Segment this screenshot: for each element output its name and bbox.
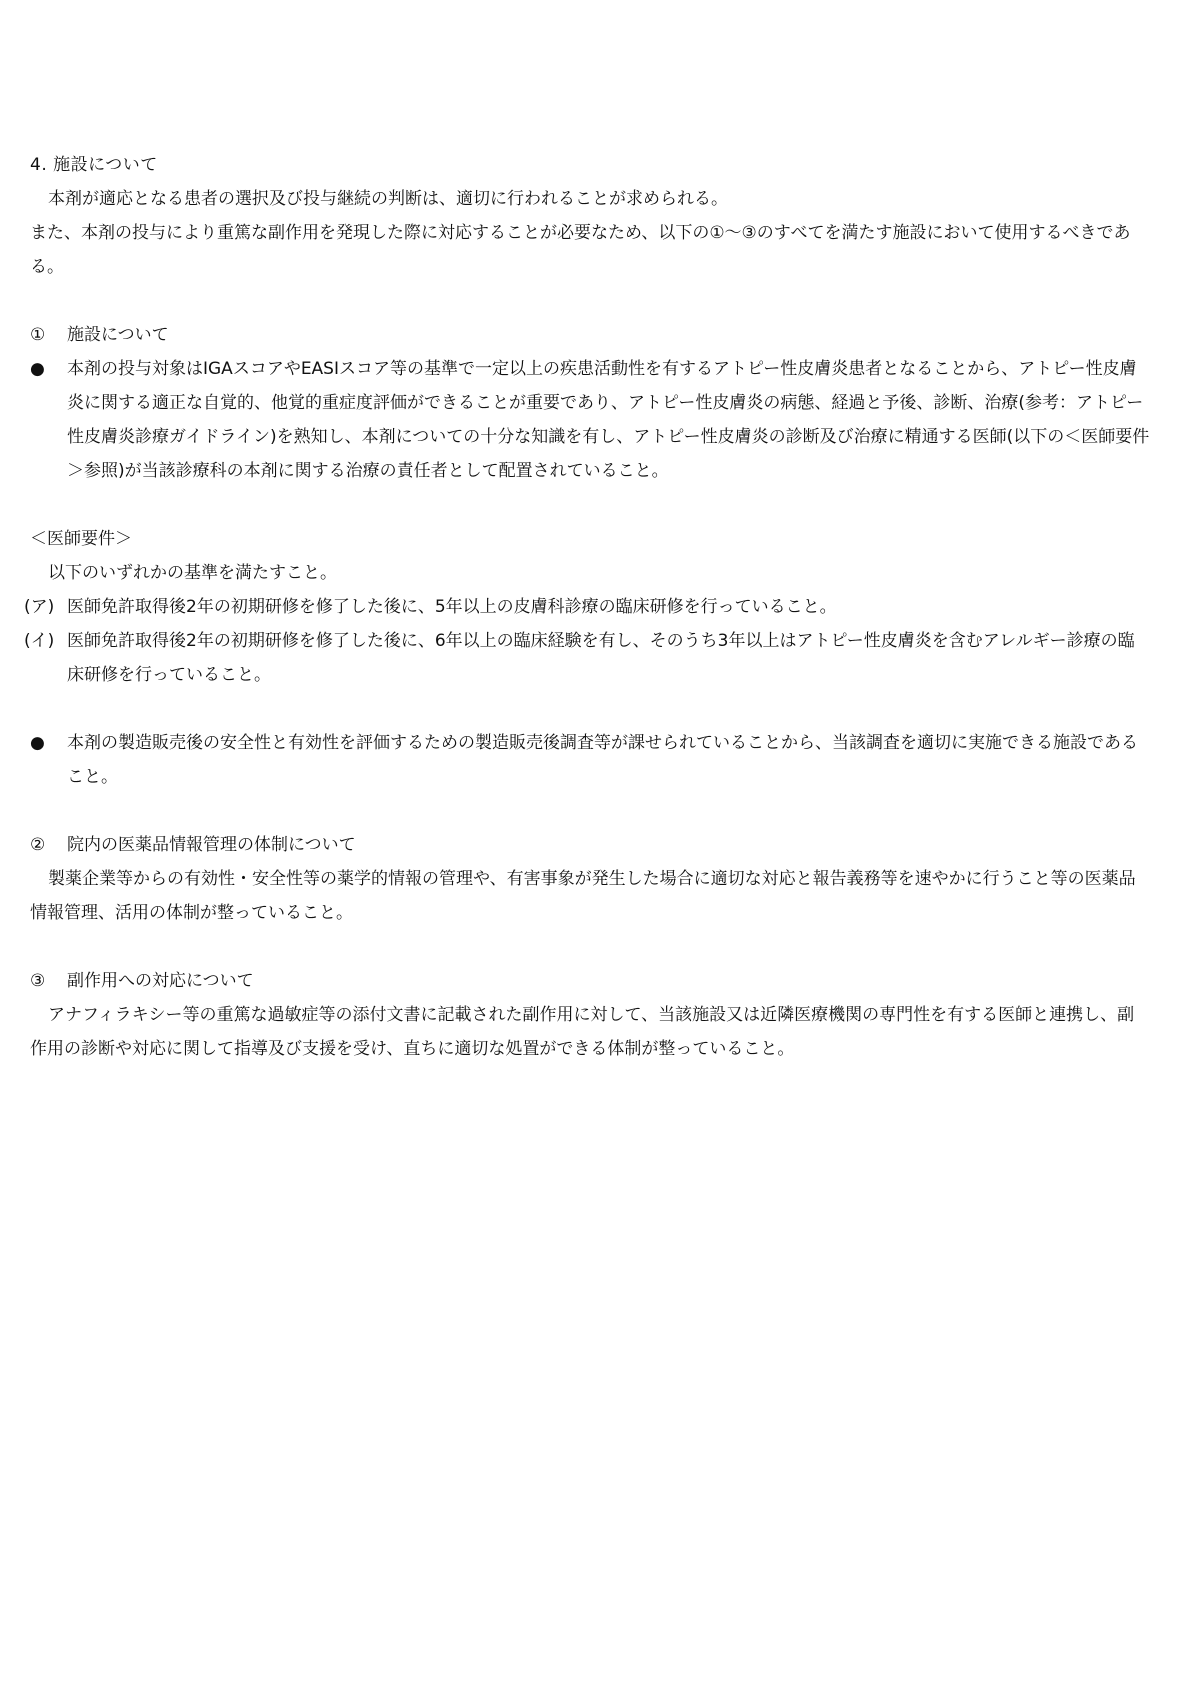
spacer [30,692,1150,726]
spacer [30,488,1150,522]
requirement-a-text: 医師免許取得後2年の初期研修を修了した後に、5年以上の皮膚科診療の臨床研修を行っていること。 [67,597,837,617]
requirements-intro: 以下のいずれかの基準を満たすこと。 [48,563,337,583]
item1-bullet2 [30,726,1150,794]
item2-heading: 院内の医薬品情報管理の体制について [67,835,356,855]
requirement-b [24,624,1150,692]
item3-number: ③ [30,971,46,991]
item2-heading-row [30,828,1150,862]
spacer [30,284,1150,318]
requirements-heading: ＜医師要件＞ [30,529,132,549]
bullet-icon: ● [30,733,45,753]
spacer [30,794,1150,828]
item1-bullet1 [30,352,1150,488]
item3-heading: 副作用への対応について [67,971,254,991]
requirement-a-marker: (ア) [24,597,55,617]
item2-number: ② [30,835,46,855]
spacer [30,930,1150,964]
item1-bullet1-text: 本剤の投与対象はIGAスコアやEASIスコア等の基準で一定以上の疾患活動性を有するアトピー性皮膚炎患者となることから、アトピー性皮膚炎に関する適正な自覚的、他覚的重症度評価ができることが重要であり、アトピー性皮膚炎の病態、経過と予後、診断、治療(参考：アトピー性皮膚炎診療ガイドライン)を熟知し、本剤についての十分な知識を有し、アトピー性皮膚炎の診断及び治療に精通する医師(以下の＜医師要件＞参照)が当該診療科の本剤に関する治療の責任者として配置されていること。 [67,359,1150,481]
item2-text: 製薬企業等からの有効性・安全性等の薬学的情報の管理や、有害事象が発生した場合に適切な対応と報告義務等を速やかに行うこと等の医薬品情報管理、活用の体制が整っていること。 [30,869,1136,923]
section-intro-paragraph: また、本剤の投与により重篤な副作用を発現した際に対応することが必要なため、以下の①～③のすべてを満たす施設において使用するべきである。 [30,223,1131,277]
section-heading: 4. 施設について [30,155,158,175]
item3-heading-row [30,964,1150,998]
requirement-b-text: 医師免許取得後2年の初期研修を修了した後に、6年以上の臨床経験を有し、そのうち3年以上はアトピー性皮膚炎を含むアレルギー診療の臨床研修を行っていること。 [67,631,1135,685]
bullet-icon: ● [30,359,45,379]
section-intro-line: 本剤が適応となる患者の選択及び投与継続の判断は、適切に行われることが求められる。 [48,189,728,209]
item1-heading: 施設について [67,325,169,345]
item3-text: アナフィラキシー等の重篤な過敏症等の添付文書に記載された副作用に対して、当該施設又は近隣医療機関の専門性を有する医師と連携し、副作用の診断や対応に関して指導及び支援を受け、直ちに適切な処置ができる体制が整っていること。 [30,1005,1135,1059]
document-body [24,148,1150,1066]
item1-heading-row [30,318,1150,352]
item1-bullet2-text: 本剤の製造販売後の安全性と有効性を評価するための製造販売後調査等が課せられていることから、当該調査を適切に実施できる施設であること。 [67,733,1138,787]
requirement-b-marker: (イ) [24,631,55,651]
requirement-a [24,590,1150,624]
item1-number: ① [30,325,46,345]
